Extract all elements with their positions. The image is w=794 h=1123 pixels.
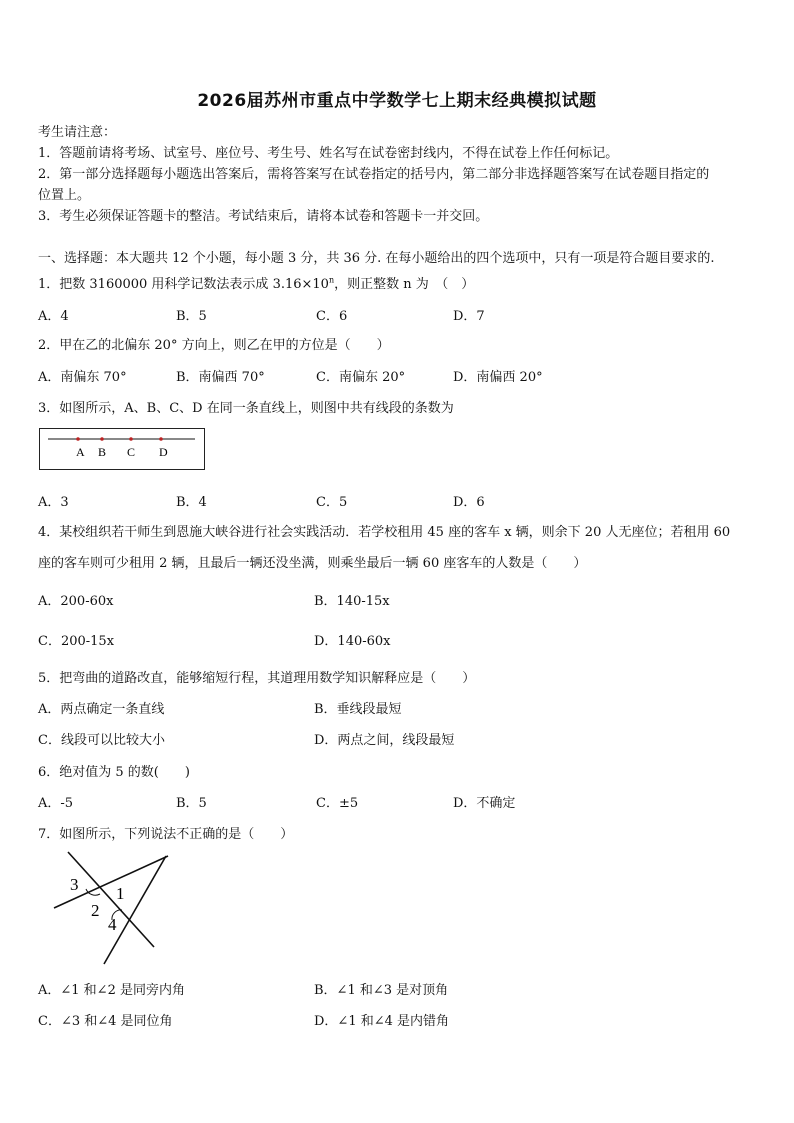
point-d: [159, 437, 163, 441]
notice-heading: 考生请注意：: [38, 125, 117, 140]
option-d: D．∠1 和∠4 是内错角: [314, 1014, 450, 1029]
angle-label-2: 2: [91, 901, 100, 920]
question-2-stem: 2．甲在乙的北偏东 20° 方向上，则乙在甲的方位是（ ）: [38, 338, 390, 353]
label-d: D: [159, 445, 168, 459]
option-c: C．南偏东 20°: [316, 370, 406, 385]
question-1-stem: 1．把数 3160000 用科学记数法表示成 $3.16\times 10^n$，则正整数 n 为 （ ）: [38, 275, 475, 292]
option-c: C．5: [316, 495, 348, 510]
question-5-stem: 5．把弯曲的道路改直，能够缩短行程，其道理用数学知识解释应是（ ）: [38, 671, 476, 686]
option-d: D．不确定: [453, 796, 516, 811]
option-c: C．200-15x: [38, 634, 115, 649]
option-a: A．两点确定一条直线: [38, 702, 165, 717]
option-d: D．南偏西 20°: [453, 370, 543, 385]
option-a: A．南偏东 70°: [38, 370, 127, 385]
option-c: C．6: [316, 309, 348, 324]
line-segment-diagram: [40, 429, 206, 471]
option-b: B．垂线段最短: [314, 702, 402, 717]
label-b: B: [98, 445, 107, 459]
angle-label-4: 4: [108, 915, 117, 934]
label-a: A: [76, 445, 85, 459]
question-6-stem: 6．绝对值为 5 的数( ): [38, 765, 190, 780]
angle-label-1: 1: [116, 884, 125, 903]
option-a: A．3: [38, 495, 69, 510]
option-b: B．∠1 和∠3 是对顶角: [314, 983, 449, 998]
option-d: D．7: [453, 309, 485, 324]
point-b: [100, 437, 104, 441]
option-a: A．4: [38, 309, 69, 324]
question-3-stem: 3．如图所示，A、B、C、D 在同一条直线上，则图中共有线段的条数为: [38, 401, 454, 416]
notice-item: 位置上。: [38, 188, 91, 203]
option-d: D．6: [453, 495, 485, 510]
option-b: B．4: [176, 495, 207, 510]
line-segment-figure: [39, 428, 205, 470]
label-c: C: [127, 445, 136, 459]
question-4-stem-cont: 座的客车则可少租用 2 辆，且最后一辆还没坐满，则乘坐最后一辆 60 座客车的人数是（ ）: [38, 556, 587, 571]
option-a: A．200-60x: [38, 594, 114, 609]
question-7-stem: 7．如图所示，下列说法不正确的是（ ）: [38, 827, 294, 842]
section-heading: 一、选择题：本大题共 12 个小题，每小题 3 分，共 36 分. 在每小题给出的四个选项中，只有一项是符合题目要求的.: [38, 251, 715, 266]
option-d: D．140-60x: [314, 634, 391, 649]
option-a: A．∠1 和∠2 是同旁内角: [38, 983, 185, 998]
notice-item: 2．第一部分选择题每小题选出答案后，需将答案写在试卷指定的括号内，第二部分非选择题答案写在试卷题目指定的: [38, 167, 710, 182]
line-3: [104, 856, 166, 964]
notice-item: 1．答题前请将考场、试室号、座位号、考生号、姓名写在试卷密封线内，不得在试卷上作任何标记。: [38, 146, 619, 161]
option-b: B．5: [176, 309, 207, 324]
option-c: C．线段可以比较大小: [38, 733, 165, 748]
page-title: 2026届苏州市重点中学数学七上期末经典模拟试题: [197, 91, 597, 111]
option-b: B．南偏西 70°: [176, 370, 265, 385]
option-c: C．±5: [316, 796, 359, 811]
option-a: A．-5: [38, 796, 74, 811]
point-a: [76, 437, 80, 441]
option-b: B．5: [176, 796, 207, 811]
angles-diagram: [52, 850, 182, 968]
option-b: B．140-15x: [314, 594, 390, 609]
angle-label-3: 3: [70, 875, 79, 894]
option-d: D．两点之间，线段最短: [314, 733, 455, 748]
point-c: [129, 437, 133, 441]
question-4-stem: 4．某校组织若干师生到恩施大峡谷进行社会实践活动．若学校租用 45 座的客车 x 辆，则余下 20 人无座位；若租用 60: [38, 525, 731, 540]
notice-item: 3．考生必须保证答题卡的整洁。考试结束后，请将本试卷和答题卡一并交回。: [38, 209, 489, 224]
option-c: C．∠3 和∠4 是同位角: [38, 1014, 173, 1029]
